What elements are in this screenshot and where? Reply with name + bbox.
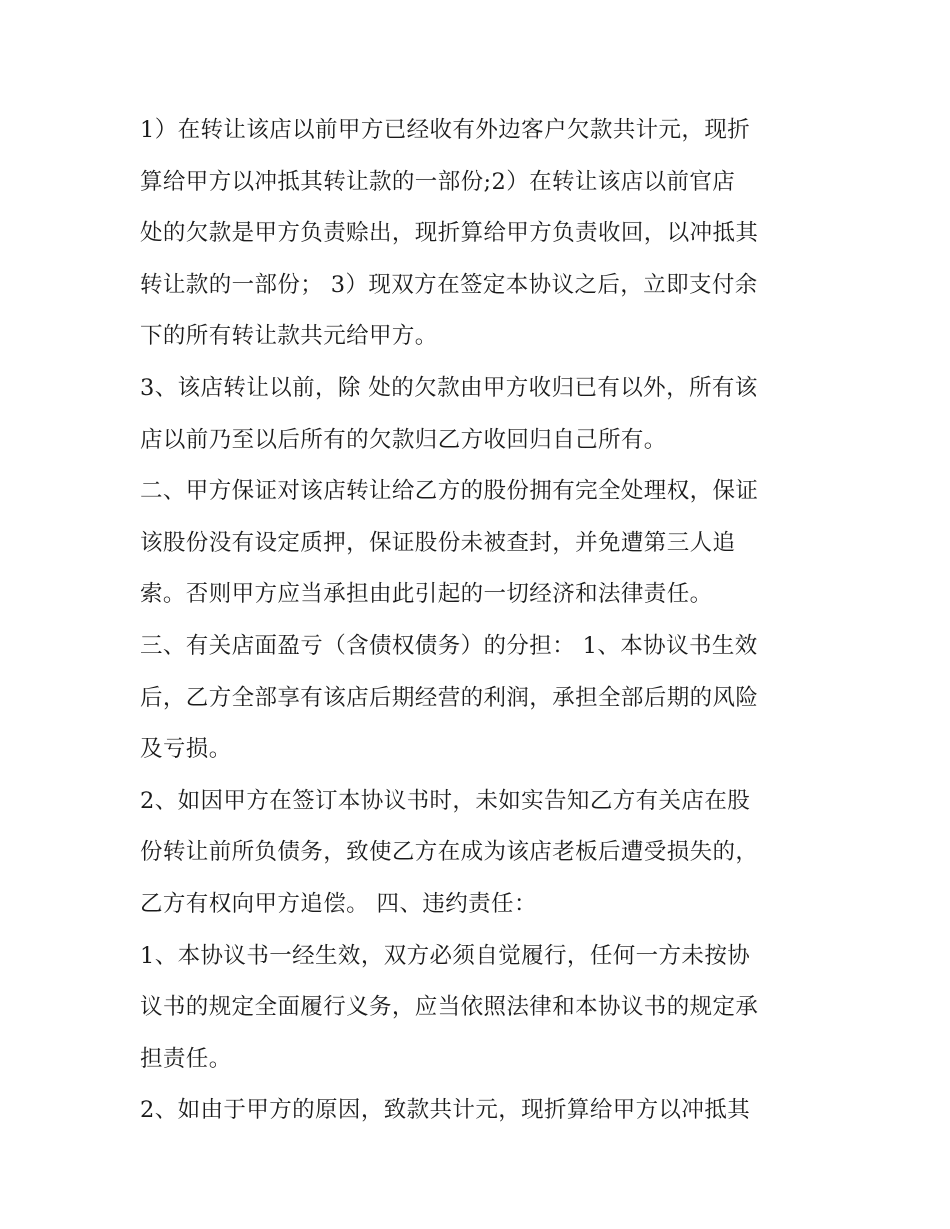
text-line: 该股份没有设定质押，保证股份未被查封，并免遭第三人追 xyxy=(140,529,736,556)
text-line: 1、本协议书一经生效，双方必须自觉履行，任何一方未按协 xyxy=(140,942,751,969)
text-line: 三、有关店面盈亏（含债权债务）的分担： 1、本协议书生效 xyxy=(140,632,758,659)
text-line: 份转让前所负债务，致使乙方在成为该店老板后遭受损失的， xyxy=(140,839,759,866)
text-line: 1）在转让该店以前甲方已经收有外边客户欠款共计元，现折 xyxy=(140,117,751,143)
document-body xyxy=(140,105,820,1137)
text-line: 担责任。 xyxy=(140,1045,232,1072)
text-line: 下的所有转让款共元给甲方。 xyxy=(140,323,438,350)
text-line: 乙方有权向甲方追偿。 四、违约责任： xyxy=(140,890,537,917)
text-line: 算给甲方以冲抵其转让款的一部份;2）在转让该店以前官店 xyxy=(140,168,736,195)
text-line: 二、甲方保证对该店转让给乙方的股份拥有完全处理权，保证 xyxy=(140,478,759,505)
text-line: 2、如因甲方在签订本协议书时，未如实告知乙方有关店在股 xyxy=(140,787,751,814)
text-line: 店以前乃至以后所有的欠款归乙方收回归自己所有。 xyxy=(140,426,667,453)
text-line: 3、该店转让以前，除 处的欠款由甲方收归已有以外，所有该 xyxy=(140,374,758,401)
text-line: 及亏损。 xyxy=(140,736,232,763)
text-line: 处的欠款是甲方负责赊出，现折算给甲方负责收回，以冲抵其 xyxy=(140,220,759,247)
text-line: 2、如由于甲方的原因，致款共计元，现折算给甲方以冲抵其 xyxy=(140,1097,751,1124)
text-line: 索。否则甲方应当承担由此引起的一切经济和法律责任。 xyxy=(140,581,713,608)
text-line: 议书的规定全面履行义务，应当依照法律和本协议书的规定承 xyxy=(140,994,759,1021)
text-line: 后，乙方全部享有该店后期经营的利润，承担全部后期的风险 xyxy=(140,684,759,711)
text-line: 转让款的一部份； 3）现双方在签定本协议之后，立即支付余 xyxy=(140,271,758,298)
